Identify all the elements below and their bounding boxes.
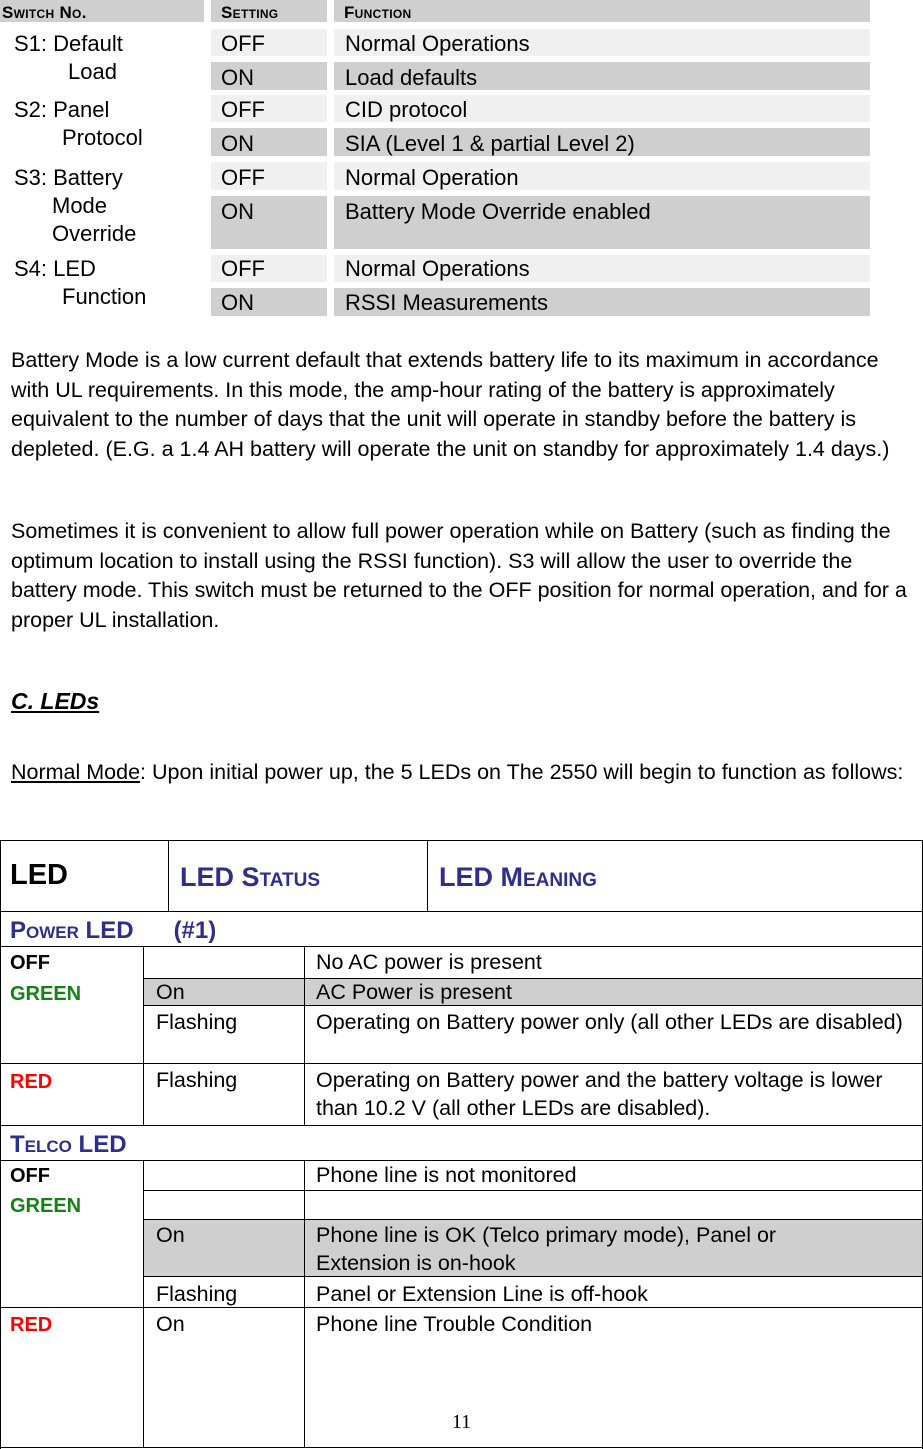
battery-mode-paragraph: Battery Mode is a low current default that extends battery life to its maximum in accordance with UL requirements. In this mode, the amp-hour rating of the battery is approximately equivalent to the number of days that the unit will operate in standby before the battery is depleted. (E.G. a 1.4 AH battery will operate the unit on standby for approximately 1.4 days.) — [11, 348, 890, 461]
switch-s2-line1: S2: Panel — [14, 97, 110, 122]
power-green-color: GREEN — [10, 983, 82, 1005]
power-red-color: RED — [10, 1071, 53, 1093]
s1-on-function: Load defaults — [345, 65, 478, 90]
s3-on-function: Battery Mode Override enabled — [345, 199, 651, 224]
header-switch-no-text: Switch No. — [2, 3, 87, 22]
switch-s1-line2: Load — [68, 59, 117, 84]
s3-on-setting: ON — [221, 199, 254, 224]
s2-on-function: SIA (Level 1 & partial Level 2) — [345, 131, 635, 156]
normal-mode-label: Normal Mode — [11, 760, 141, 784]
s4-off-function: Normal Operations — [345, 256, 530, 281]
switch-s3-line2: Mode — [52, 193, 108, 218]
s3-off-setting: OFF — [221, 165, 265, 190]
power-green-on-meaning: AC Power is present — [316, 980, 512, 1004]
switch-s3-label — [14, 164, 136, 248]
s1-off-function: Normal Operations — [345, 31, 530, 56]
telco-green-flash-meaning: Panel or Extension Line is off-hook — [316, 1282, 648, 1306]
switch-s4-label — [14, 255, 146, 311]
power-red-meaning: Operating on Battery power and the battery voltage is lower than 10.2 V (all other LEDs are disabled). — [316, 1068, 883, 1120]
header-function — [334, 0, 870, 22]
telco-red-color: RED — [10, 1314, 53, 1336]
telco-led-title: Telco LED — [10, 1131, 127, 1158]
power-off-color: OFF — [10, 952, 50, 974]
power-red-status: Flashing — [156, 1068, 238, 1092]
normal-mode-text: : Upon initial power up, the 5 LEDs on The 2550 will begin to function as follows: — [140, 760, 904, 784]
power-green-flash-meaning: Operating on Battery power only (all other LEDs are disabled) — [316, 1010, 903, 1034]
s4-on-setting: ON — [221, 290, 254, 315]
override-paragraph: Sometimes it is convenient to allow full power operation while on Battery (such as finding the optimum location to install using the RSSI function). S3 will allow the user to override the battery mode. This switch must be returned to the OFF position for normal operation, and for a proper UL installation. — [11, 519, 907, 632]
telco-red-meaning: Phone line Trouble Condition — [316, 1312, 593, 1336]
s4-off-setting: OFF — [221, 256, 265, 281]
power-led-number: (#1) — [173, 917, 217, 944]
header-led-meaning: LED Meaning — [439, 862, 597, 892]
s2-off-setting: OFF — [221, 97, 265, 122]
header-setting-text: Setting — [221, 3, 279, 22]
telco-red-status: On — [156, 1312, 185, 1336]
telco-off-meaning: Phone line is not monitored — [316, 1163, 577, 1187]
switch-s1-label — [14, 30, 123, 86]
normal-mode-paragraph — [11, 758, 911, 788]
s2-off-function: CID protocol — [345, 97, 468, 122]
telco-green-color: GREEN — [10, 1195, 82, 1217]
switch-s2-label — [14, 96, 143, 152]
power-led-section — [10, 917, 216, 945]
telco-green-on-meaning: Phone line is OK (Telco primary mode), Panel or Extension is on-hook — [316, 1223, 777, 1275]
header-led-status: LED Status — [180, 862, 321, 892]
telco-off-color: OFF — [10, 1165, 50, 1187]
s1-on-setting: ON — [221, 65, 254, 90]
switch-s3-line3: Override — [52, 221, 137, 246]
switch-s4-line1: S4: LED — [14, 256, 96, 281]
s3-off-function: Normal Operation — [345, 165, 519, 190]
header-setting — [211, 0, 327, 22]
s2-on-setting: ON — [221, 131, 254, 156]
power-green-flash-status: Flashing — [156, 1010, 238, 1034]
power-off-meaning: No AC power is present — [316, 950, 542, 974]
page-number: 11 — [451, 1411, 472, 1433]
s1-off-setting: OFF — [221, 31, 265, 56]
header-led: LED — [10, 859, 68, 891]
switch-s4-line2: Function — [62, 284, 147, 309]
header-function-text: Function — [344, 3, 412, 22]
s4-on-function: RSSI Measurements — [345, 290, 548, 315]
switch-s2-line2: Protocol — [62, 125, 143, 150]
telco-green-flash-status: Flashing — [156, 1282, 238, 1306]
power-led-title: Power LED — [10, 917, 134, 944]
power-green-on-status: On — [156, 980, 185, 1004]
switch-s1-line1: S1: Default — [14, 31, 123, 56]
header-switch-no — [0, 0, 204, 22]
section-heading-leds: C. LEDs — [11, 688, 100, 714]
telco-green-on-status: On — [156, 1223, 185, 1247]
switch-s3-line1: S3: Battery — [14, 165, 123, 190]
